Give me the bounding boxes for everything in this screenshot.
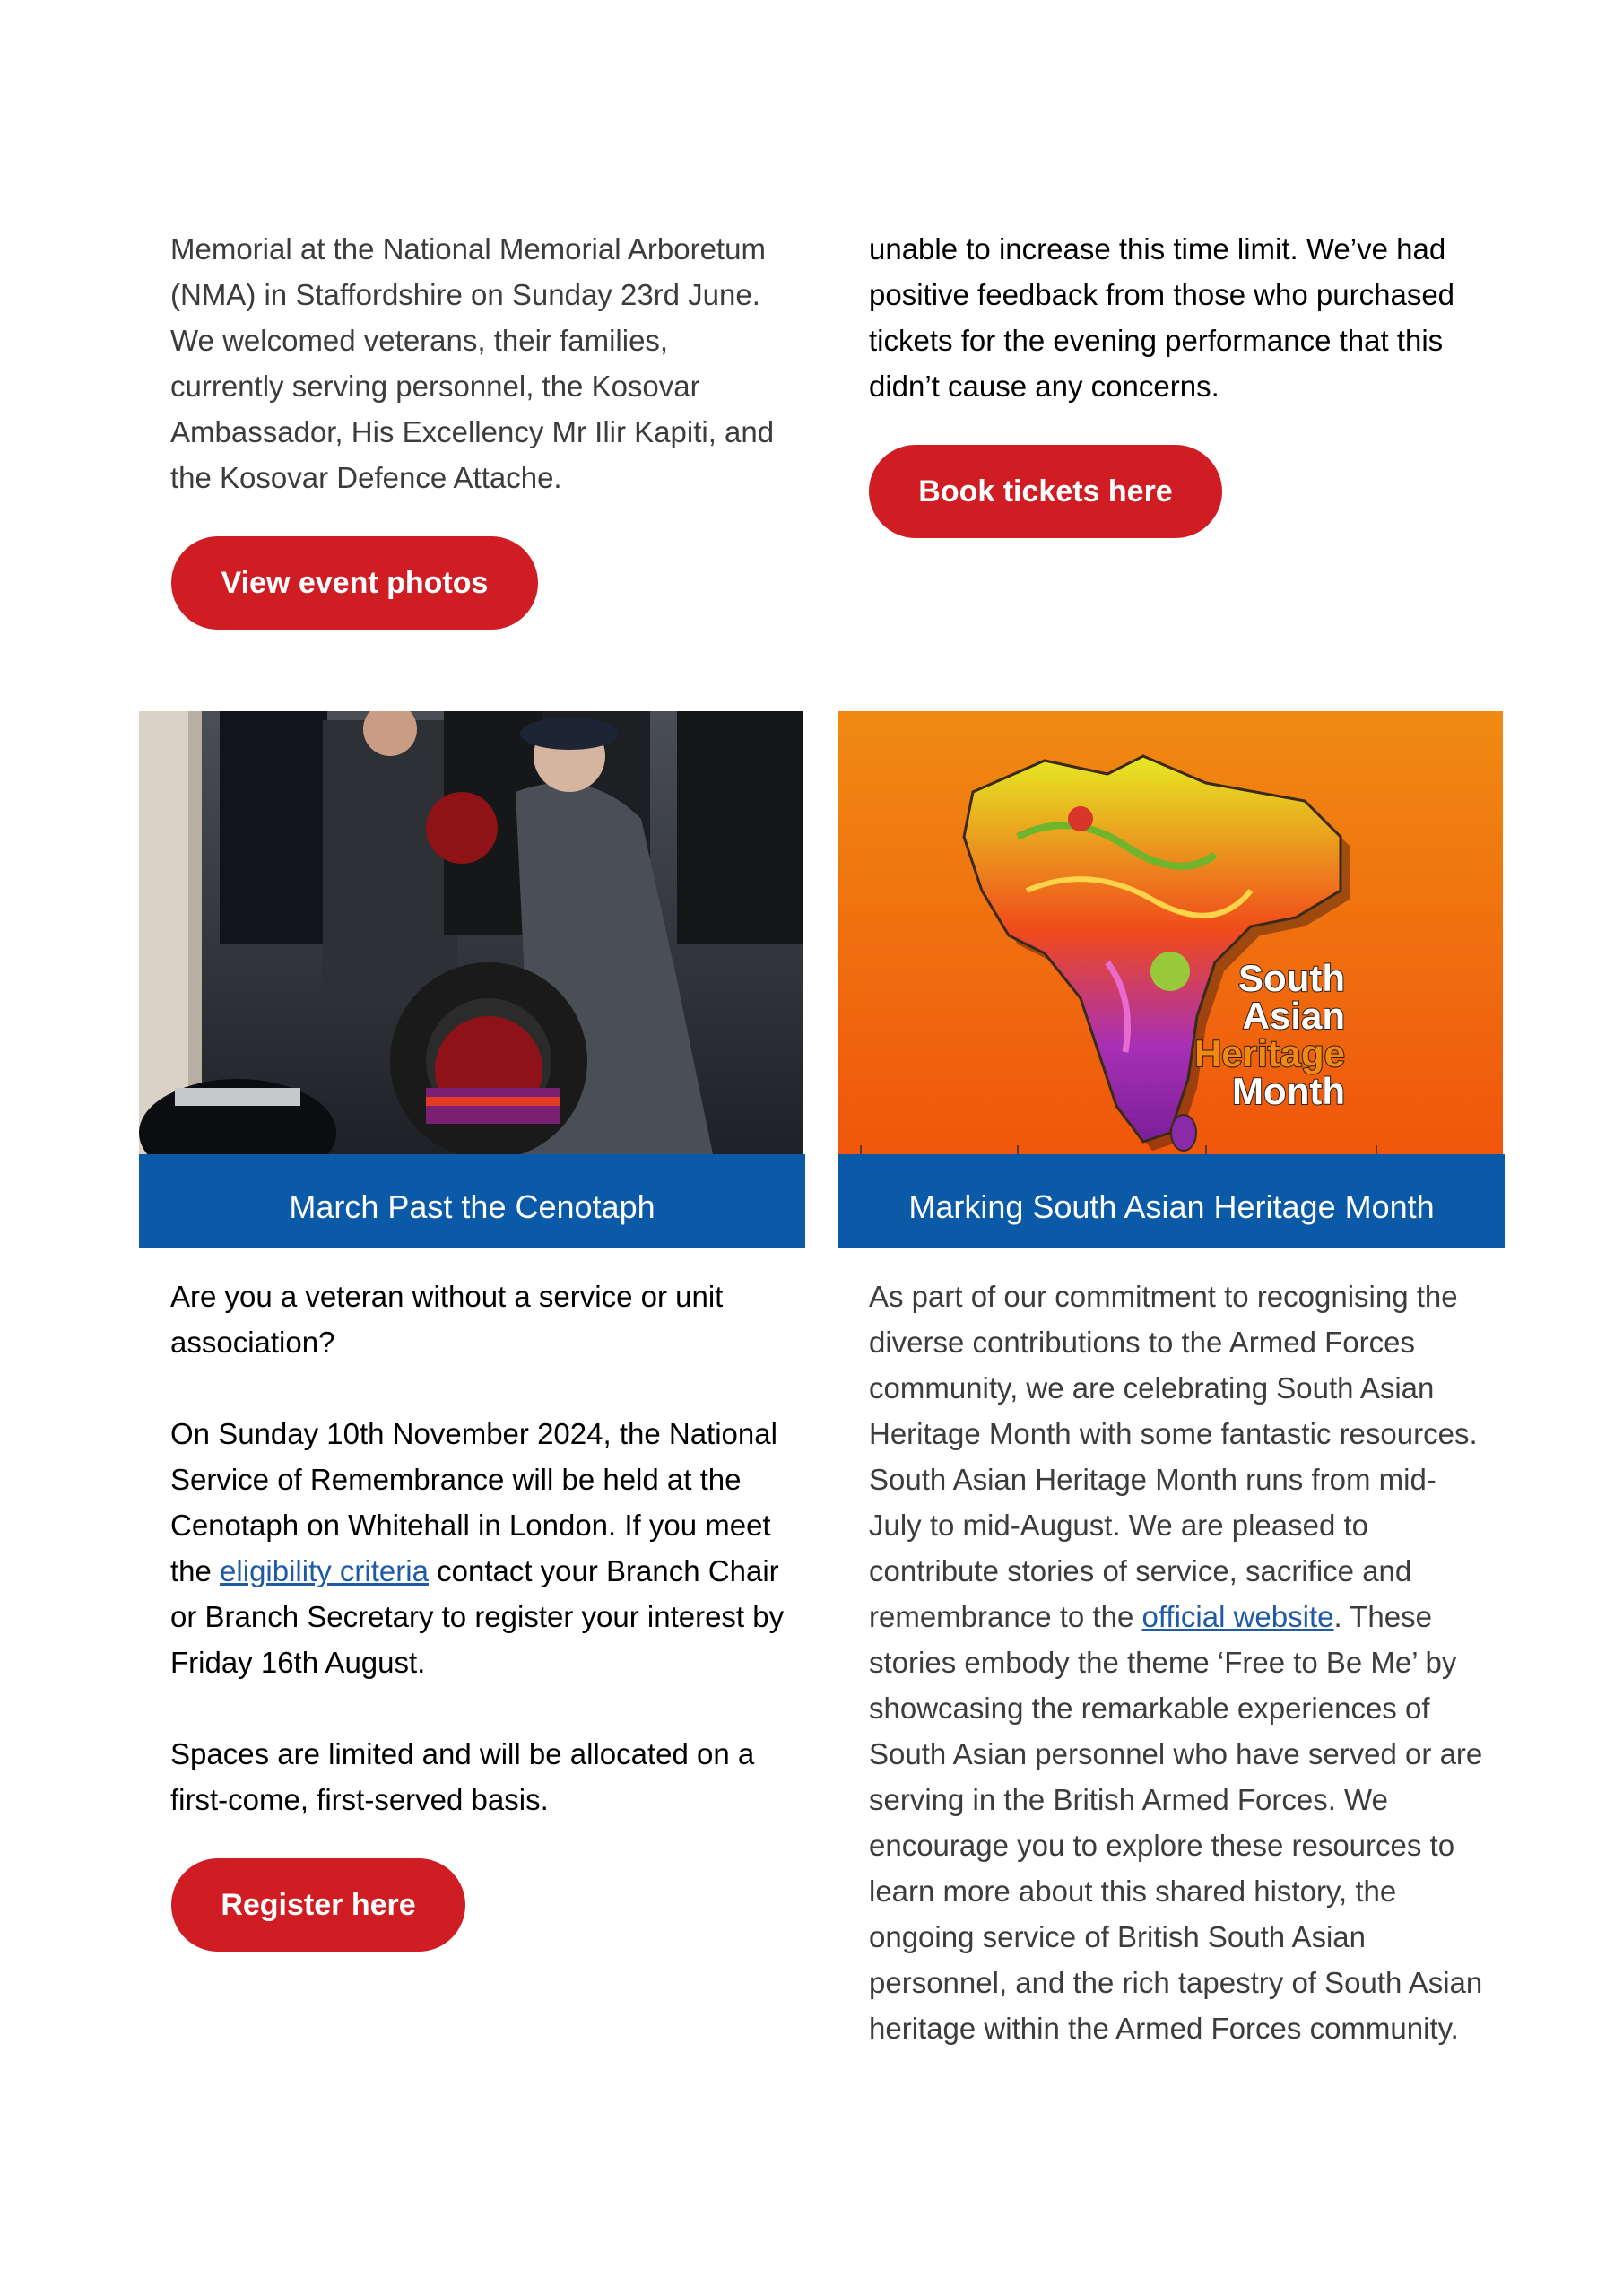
march-past-details-a: On Sunday 10th November 2024, the National Service of Remembrance will be held at the Cenotaph on Whitehall in London. If you meet the (170, 1417, 777, 1587)
heritage-month-caption: Marking South Asian Heritage Month (838, 1154, 1505, 1248)
wreath-laying-photo (139, 711, 803, 1154)
heritage-month-text (869, 1274, 1488, 2051)
nma-event-text: Memorial at the National Memorial Arboretum (NMA) in Staffordshire on Sunday 23rd June. We welcomed veterans, their families, currently serving personnel, the Kosovar Ambassador, His Excellency Mr Ilir Kapiti, and the Kosovar Defence Attache. (170, 232, 775, 494)
march-past-spaces: Spaces are limited and will be allocated on a first-come, first-served basis. (170, 1737, 755, 1816)
top-left-column (170, 226, 780, 500)
image-word-2: Asian (1242, 995, 1345, 1037)
view-event-photos-button[interactable]: View event photos (171, 536, 538, 630)
march-past-caption: March Past the Cenotaph (139, 1154, 805, 1248)
image-word-1: South (1238, 957, 1345, 999)
image-word-3: Heritage (1193, 1032, 1345, 1074)
book-tickets-button[interactable]: Book tickets here (869, 445, 1222, 538)
top-right-column (869, 226, 1479, 409)
wreath-laying-photo-icon (139, 711, 803, 1154)
heritage-month-text-b: . These stories embody the theme ‘Free to Be Me’ by showcasing the remarkable experiences of South Asian personnel who have served or are serving in the British Armed Forces. We encourage you to explore these resources to learn more about this shared history, the ongoing service of British South Asian personnel, and the rich tapestry of South Asian heritage within the Armed Forces community. (869, 1600, 1483, 2045)
march-past-details-b: contact your Branch Chair or Branch Secretary to register your interest by Friday 16th August. (170, 1554, 785, 1679)
heritage-month-text-a: As part of our commitment to recognising the diverse contributions to the Armed Forces community, we are celebrating South Asian Heritage Month with some fantastic resources. South Asian Heritage Month runs from mid-July to mid-August. We are pleased to contribute stories of service, sacrifice and remembrance to the (869, 1280, 1478, 1633)
register-button[interactable]: Register here (171, 1858, 465, 1952)
tickets-text: unable to increase this time limit. We’ve had positive feedback from those who purchased tickets for the evening performance that this didn’t cause any concerns. (869, 232, 1455, 403)
march-past-body (170, 1274, 789, 1822)
south-asia-map-graphic-icon (838, 711, 1503, 1154)
eligibility-criteria-link[interactable]: eligibility criteria (220, 1554, 429, 1587)
heritage-month-graphic (838, 711, 1503, 1154)
image-word-4: Month (1232, 1070, 1345, 1112)
heritage-month-body (869, 1274, 1488, 2051)
march-past-intro: Are you a veteran without a service or unit association? (170, 1280, 724, 1359)
official-website-link[interactable]: official website (1141, 1600, 1334, 1633)
march-past-details (170, 1411, 789, 1685)
